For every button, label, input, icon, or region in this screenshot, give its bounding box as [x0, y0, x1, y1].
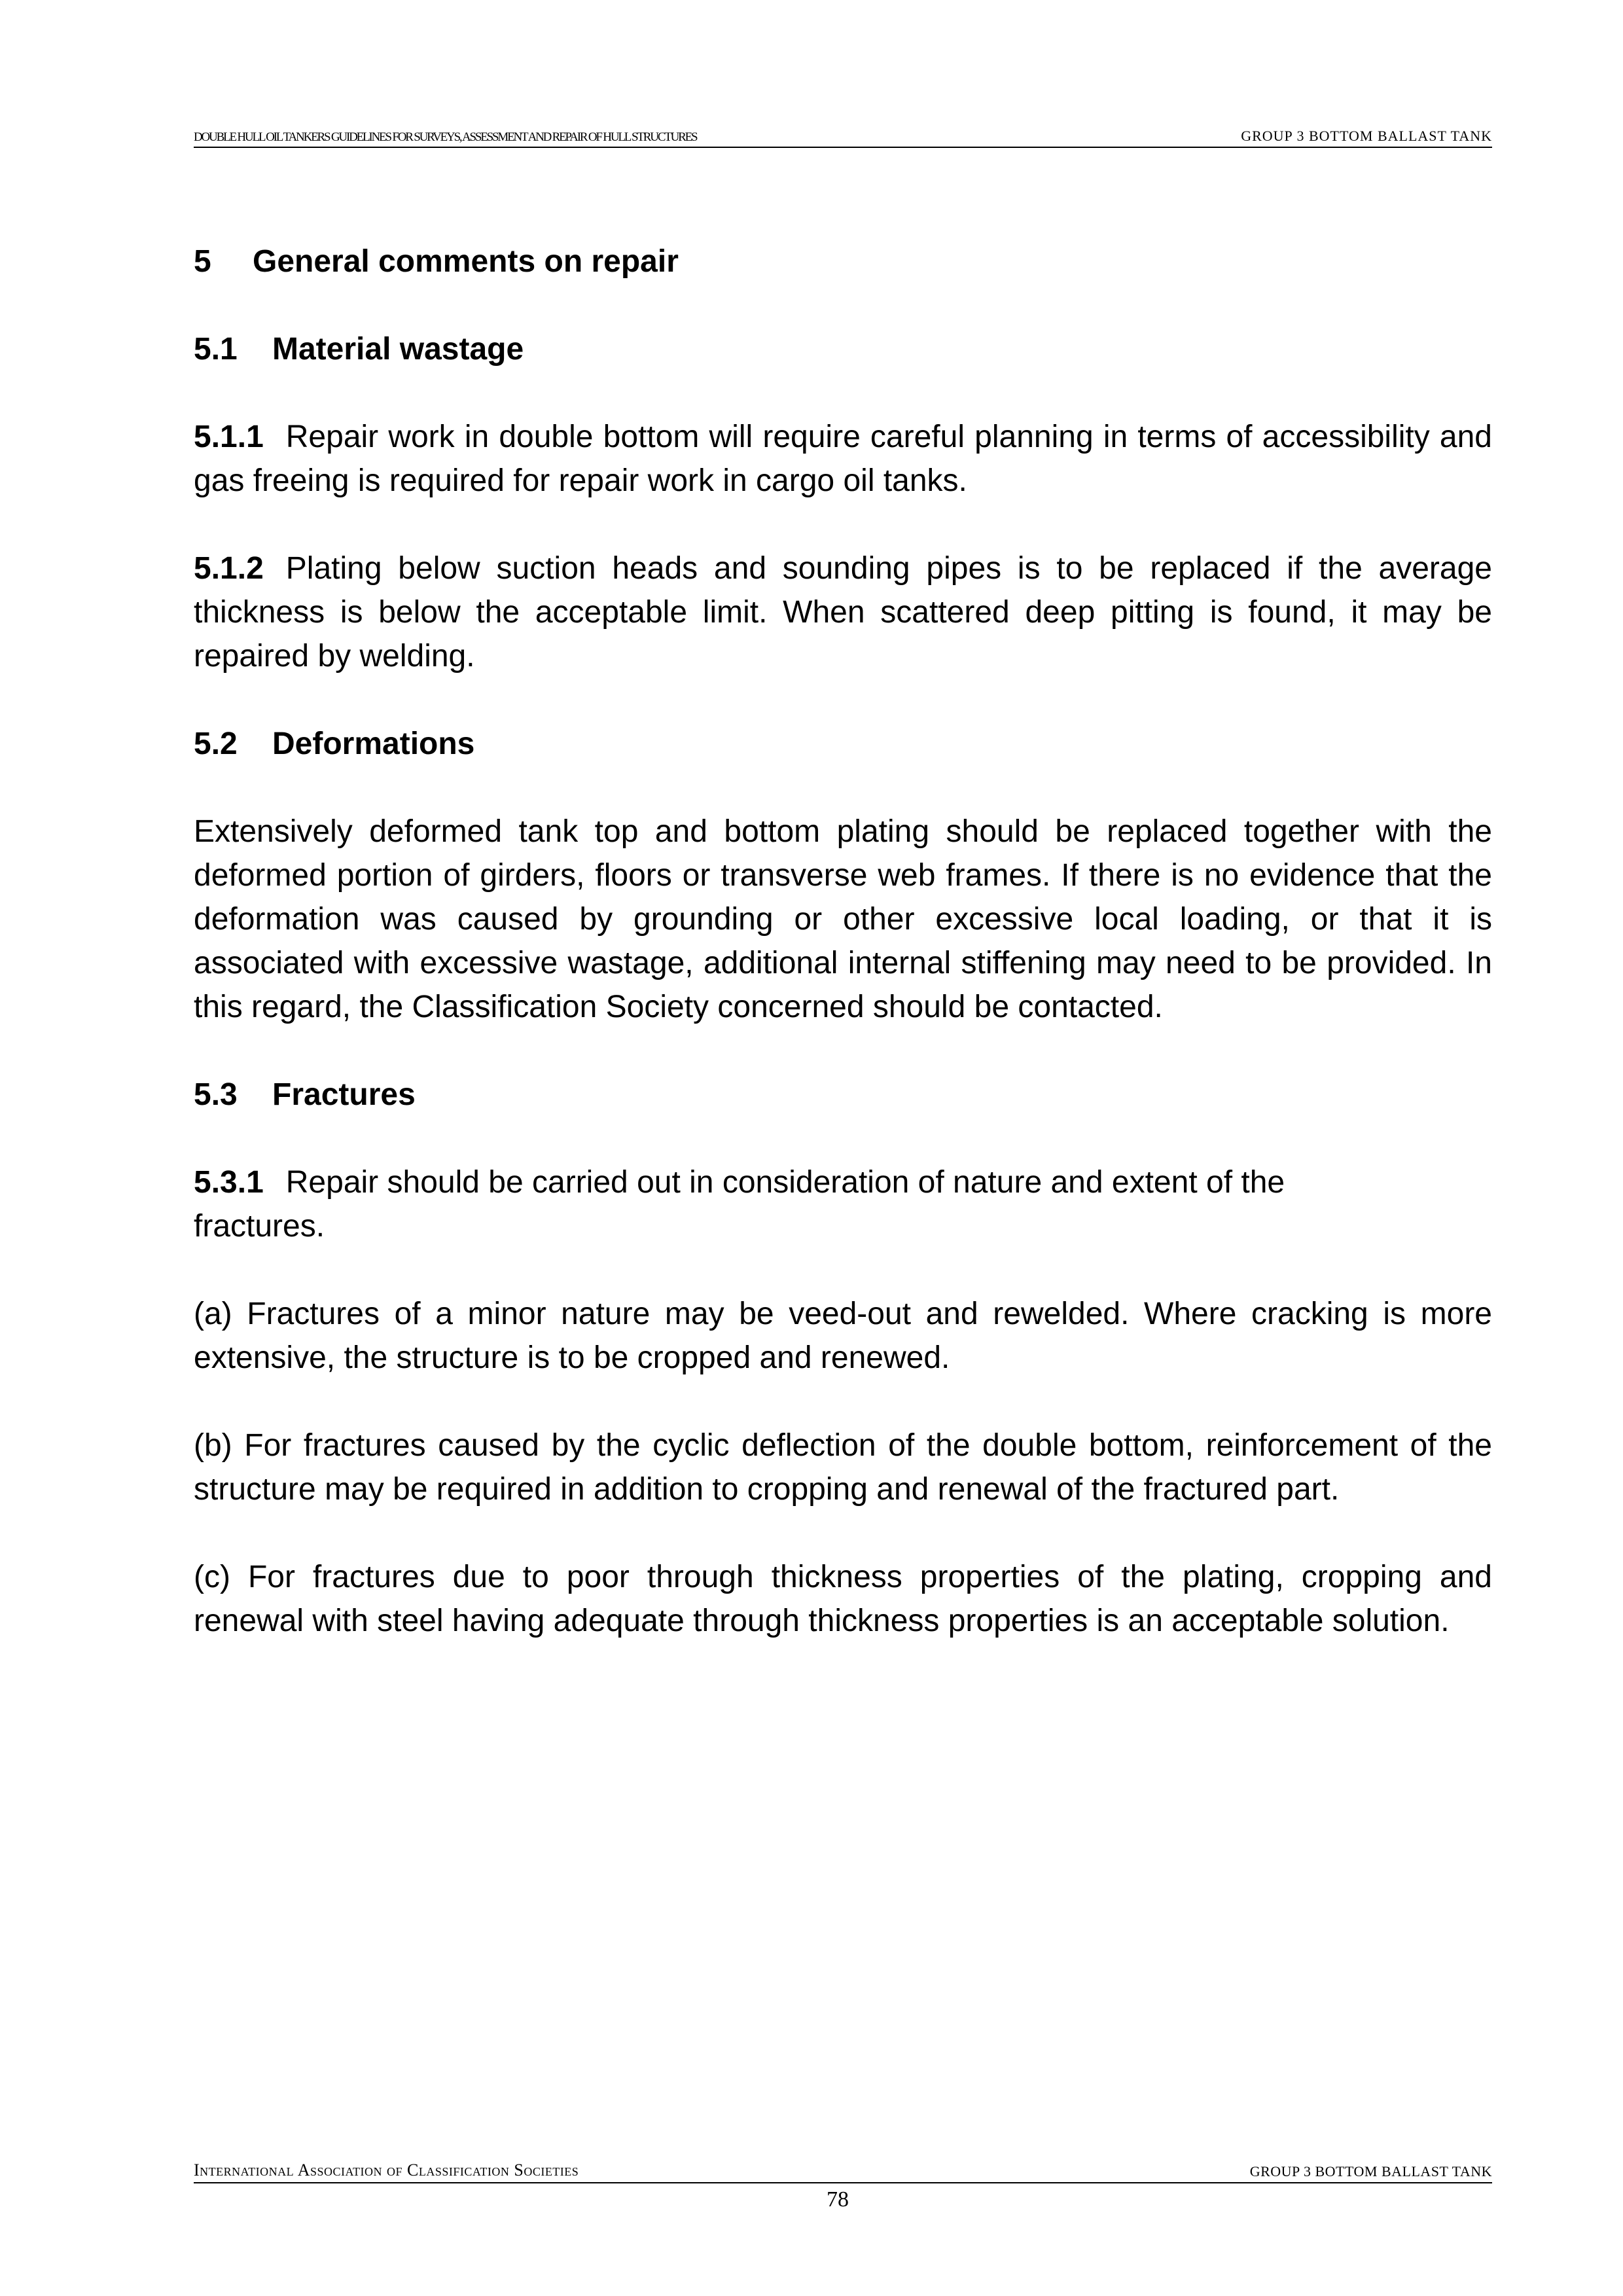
section-5-1-heading — [194, 327, 1492, 371]
paragraph-text: Repair work in double bottom will require careful planning in terms of accessibility and gas freeing is required for repair work in cargo oil tanks. — [194, 420, 1492, 498]
section-title: Fractures — [272, 1077, 416, 1112]
section-number: 5.3 — [194, 1077, 238, 1112]
paragraph-item-b: (b) For fractures caused by the cyclic deflection of the double bottom, reinforcement of the structure may be required in addition to cropping and renewal of the fractured part. — [194, 1428, 1492, 1507]
section-title: General comments on repair — [253, 244, 679, 279]
paragraph-item-a: (a) Fractures of a minor nature may be veed-out and rewelded. Where cracking is more extensive, the structure is to be cropped and renewed. — [194, 1297, 1492, 1375]
paragraph-text: Repair should be carried out in consideration of nature and extent of the fractures. — [194, 1165, 1285, 1244]
section-5-3-heading — [194, 1073, 1492, 1117]
page-footer — [194, 2160, 1492, 2183]
paragraph-5-3-1 — [194, 1160, 1372, 1248]
section-number: 5.1 — [194, 332, 238, 367]
page-content — [194, 240, 1492, 1643]
section-number: 5 — [194, 244, 211, 279]
footer-organization: International Association of Classification Societies — [194, 2161, 579, 2179]
paragraph-5-1-2 — [194, 547, 1492, 678]
paragraph-item-c: (c) For fractures due to poor through thickness properties of the plating, cropping and renewal with steel having adequate through thickness properties is an acceptable solution. — [194, 1560, 1492, 1638]
header-section-label: GROUP 3 BOTTOM BALLAST TANK — [1241, 128, 1492, 144]
header-document-title: DOUBLE HULL OIL TANKERS GUIDELINES FOR SURVEYS, ASSESSMENT AND REPAIR OF HULL STRUCTURES — [194, 130, 697, 144]
section-title: Deformations — [272, 726, 475, 761]
footer-section-label: GROUP 3 BOTTOM BALLAST TANK — [1249, 2163, 1492, 2179]
section-5-2-heading — [194, 722, 1492, 766]
paragraph-text: Plating below suction heads and sounding pipes is to be replaced if the average thickness is below the acceptable limit. When scattered deep pitting is found, it may be repaired by welding. — [194, 551, 1492, 673]
paragraph-number: 5.1.2 — [194, 551, 264, 586]
section-title: Material wastage — [272, 332, 524, 367]
section-5-heading — [194, 240, 1492, 283]
paragraph-number: 5.3.1 — [194, 1165, 264, 1200]
section-number: 5.2 — [194, 726, 238, 761]
page-header — [194, 128, 1492, 148]
paragraph-5-2: Extensively deformed tank top and bottom plating should be replaced together with the deformed portion of girders, floors or transverse web frames. If there is no evidence that the deformation was caused by grounding or other excessive local loading, or that it is associated with excessive wastage, additional internal stiffening may need to be provided. In this regard, the Classification Society concerned should be contacted. — [194, 814, 1492, 1024]
page-number: 78 — [827, 2187, 849, 2212]
paragraph-number: 5.1.1 — [194, 420, 264, 454]
paragraph-5-1-1 — [194, 415, 1492, 503]
